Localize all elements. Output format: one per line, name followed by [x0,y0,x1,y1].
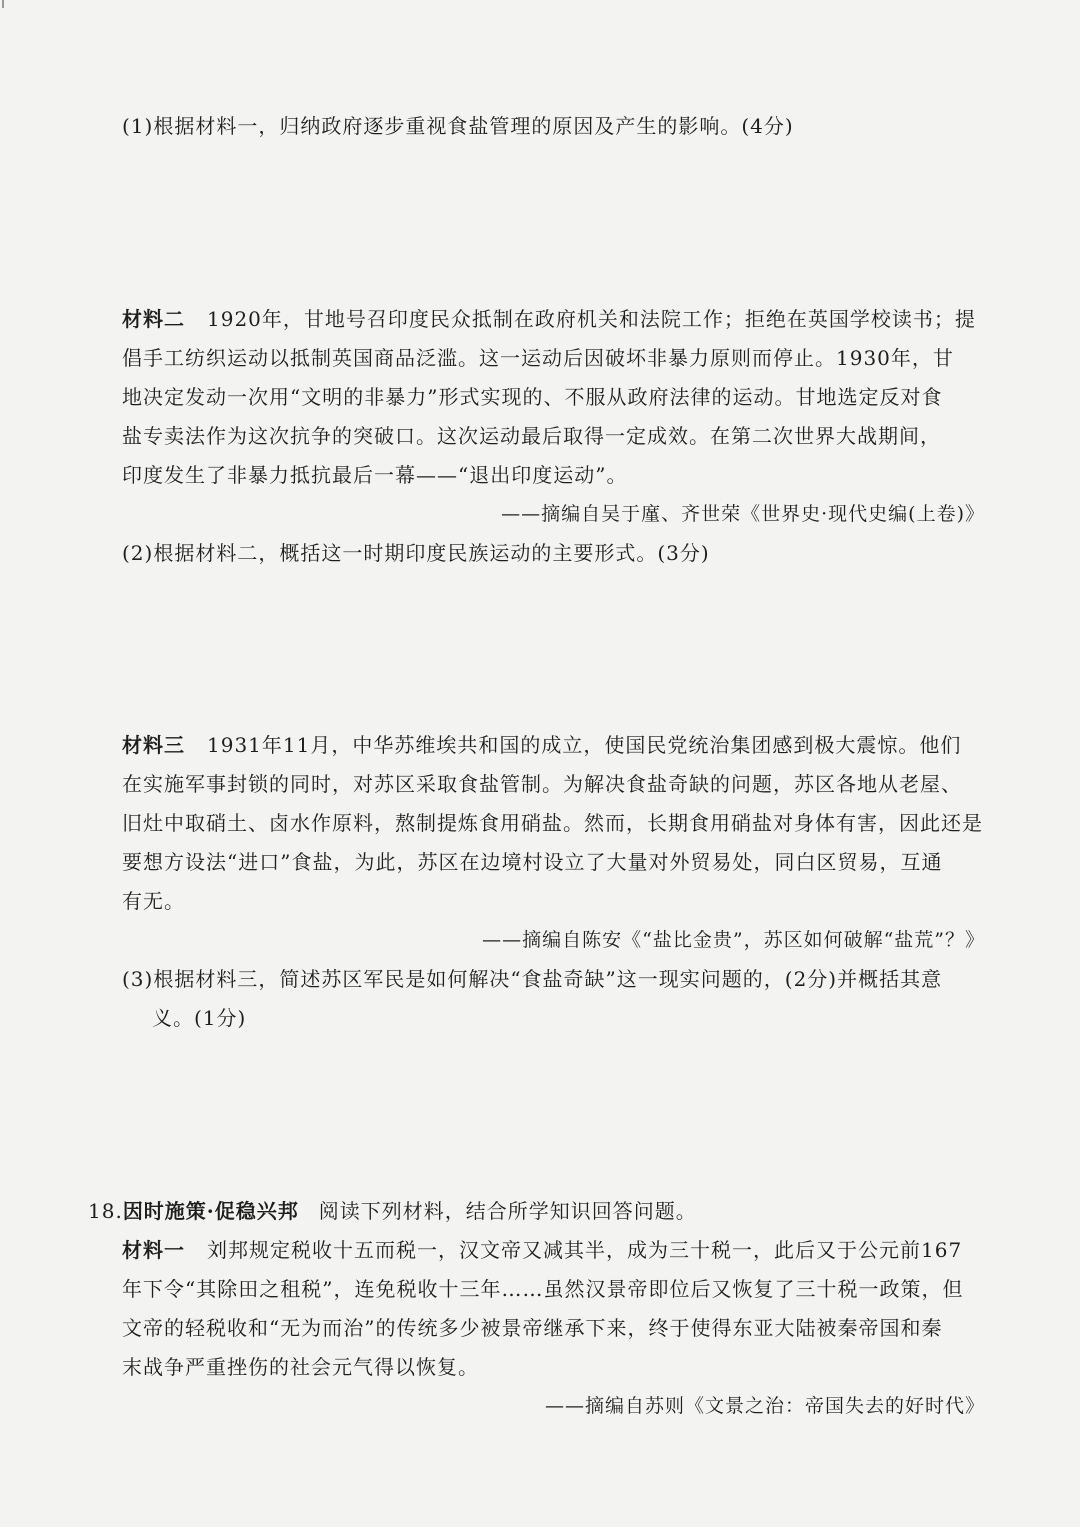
material-2-line-1: 材料二 1920年，甘地号召印度民众抵制在政府机关和法院工作；拒绝在英国学校读书；提 [122,307,976,331]
question-3-line-1: (3)根据材料三，简述苏区军民是如何解决“食盐奇缺”这一现实问题的，(2分)并概括其意 [122,967,943,991]
material-2-line-4: 盐专卖法作为这次抗争的突破口。这次运动最后取得一定成效。在第二次世界大战期间， [122,424,941,448]
q18-material-1-line-2: 年下令“其除田之租税”，连免税收十三年……虽然汉景帝即位后又恢复了三十税一政策，但 [122,1277,964,1301]
question-18-instruction: 阅读下列材料，结合所学知识回答问题。 [318,1199,697,1223]
question-1: (1)根据材料一，归纳政府逐步重视食盐管理的原因及产生的影响。(4分) [122,114,794,138]
material-2-label: 材料二 [122,307,185,331]
material-3-line-5: 有无。 [122,889,185,913]
question-3-line-2: 义。(1分) [152,1006,247,1030]
material-3-line-2: 在实施军事封锁的同时，对苏区采取食盐管制。为解决食盐奇缺的问题，苏区各地从老屋、 [122,772,962,796]
question-18-heading [88,1197,697,1225]
q18-material-1-label: 材料一 [122,1238,185,1262]
question-2: (2)根据材料二，概括这一时期印度民族运动的主要形式。(3分) [122,541,710,565]
material-3-line-4: 要想方设法“进口”食盐，为此，苏区在边境村设立了大量对外贸易处，同白区贸易，互通 [122,850,943,874]
q18-material-1-line-4: 末战争严重挫伤的社会元气得以恢复。 [122,1355,479,1379]
q18-material-1-line-1: 材料一 刘邦规定税收十五而税一，汉文帝又减其半，成为三十税一，此后又于公元前167 [122,1238,963,1262]
material-2-line-5: 印度发生了非暴力抵抗最后一幕——“退出印度运动”。 [122,463,628,487]
question-18-number: 18. [88,1199,123,1223]
question-18-title: 因时施策·促稳兴邦 [122,1199,299,1223]
q18-material-1-line-3: 文帝的轻税收和“无为而治”的传统多少被景帝继承下来，终于使得东亚大陆被秦帝国和秦 [122,1316,943,1340]
material-3-source: ——摘编自陈安《“盐比金贵”，苏区如何破解“盐荒”？》 [482,929,985,951]
material-3-line-1: 材料三 1931年11月，中华苏维埃共和国的成立，使国民党统治集团感到极大震惊。他们 [122,733,962,757]
q18-material-1-source: ——摘编自苏则《文景之治：帝国失去的好时代》 [544,1395,985,1417]
material-2-line-3: 地决定发动一次用“文明的非暴力”形式实现的、不服从政府法律的运动。甘地选定反对食 [122,385,943,409]
material-3-line-3: 旧灶中取硝土、卤水作原料，熬制提炼食用硝盐。然而，长期食用硝盐对身体有害，因此还是 [122,811,983,835]
scan-corner-mark [2,0,4,8]
material-2-source: ——摘编自吴于廑、齐世荣《世界史·现代史编(上卷)》 [501,503,985,525]
material-3-label: 材料三 [122,733,185,757]
material-2-line-2: 倡手工纺织运动以抵制英国商品泛滥。这一运动后因破坏非暴力原则而停止。1930年，甘 [122,346,954,370]
